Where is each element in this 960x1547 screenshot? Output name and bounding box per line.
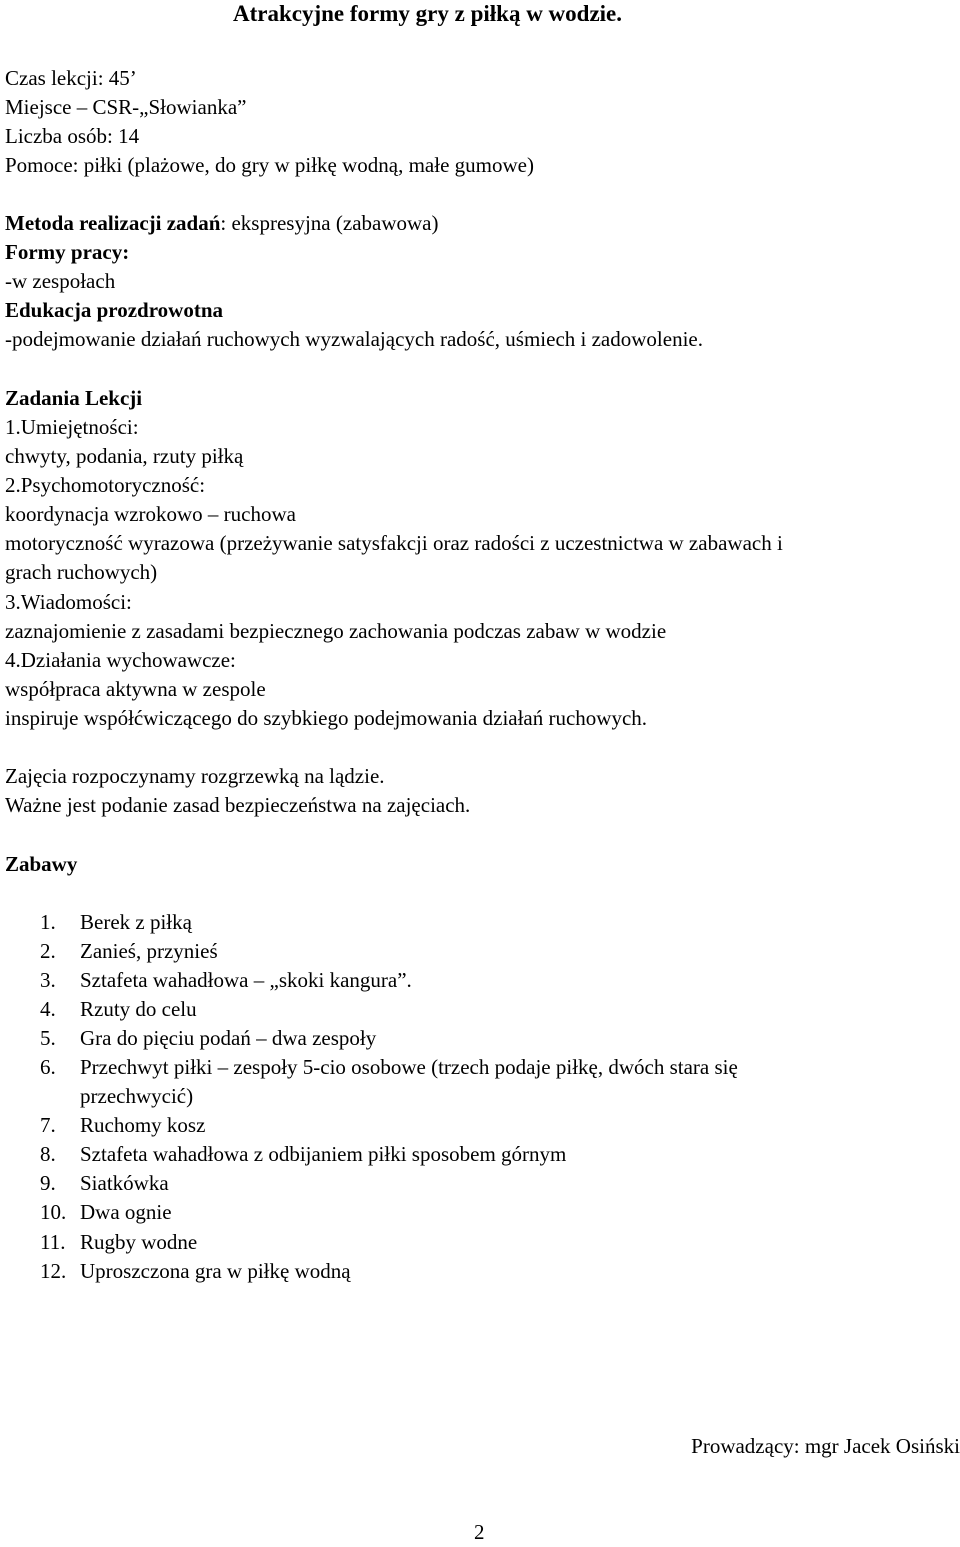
list-text: Dwa ognie bbox=[80, 1200, 172, 1224]
list-item bbox=[40, 1257, 351, 1286]
list-number: 1. bbox=[40, 910, 56, 934]
games-heading: Zabawy bbox=[5, 852, 78, 876]
list-text: Sztafeta wahadłowa – „skoki kangura”. bbox=[80, 968, 412, 992]
lesson-place: Miejsce – CSR-„Słowianka” bbox=[5, 95, 247, 119]
list-number: 2. bbox=[40, 939, 56, 963]
lesson-aids: Pomoce: piłki (plażowe, do gry w piłkę wodną, małe gumowe) bbox=[5, 153, 534, 177]
list-number: 7. bbox=[40, 1113, 56, 1137]
list-text: Siatkówka bbox=[80, 1171, 169, 1195]
psycho-label: 2.Psychomotoryczność: bbox=[5, 473, 206, 497]
list-text-line-2: przechwycić) bbox=[80, 1084, 194, 1108]
edu-line-2: inspiruje współćwiczącego do szybkiego podejmowania działań ruchowych. bbox=[5, 706, 648, 730]
list-item bbox=[40, 1140, 566, 1169]
list-number: 3. bbox=[40, 968, 56, 992]
list-number: 12. bbox=[40, 1259, 67, 1283]
method-line bbox=[5, 209, 438, 238]
edu-line-1: współpraca aktywna w zespole bbox=[5, 677, 266, 701]
list-item bbox=[40, 1024, 376, 1053]
list-item bbox=[40, 1053, 738, 1111]
intro-line-1: Zajęcia rozpoczynamy rozgrzewką na lądzie. bbox=[5, 764, 385, 788]
list-number: 5. bbox=[40, 1026, 56, 1050]
psycho-line-3: grach ruchowych) bbox=[5, 560, 158, 584]
list-text: Rzuty do celu bbox=[80, 997, 197, 1021]
list-item bbox=[40, 966, 412, 995]
health-value: -podejmowanie działań ruchowych wyzwalających radość, uśmiech i zadowolenie. bbox=[5, 327, 703, 351]
list-item bbox=[40, 908, 192, 937]
list-item bbox=[40, 1169, 169, 1198]
list-number: 4. bbox=[40, 997, 56, 1021]
list-item bbox=[40, 995, 197, 1024]
skills-value: chwyty, podania, rzuty piłką bbox=[5, 444, 244, 468]
lesson-time: Czas lekcji: 45’ bbox=[5, 66, 137, 90]
list-text-line-1: Przechwyt piłki – zespoły 5-cio osobowe (trzech podaje piłkę, dwóch stara się bbox=[80, 1055, 738, 1079]
psycho-line-2: motoryczność wyrazowa (przeżywanie satysfakcji oraz radości z uczestnictwa w zabawach i bbox=[5, 531, 783, 555]
list-item bbox=[40, 1198, 172, 1227]
intro-line-2: Ważne jest podanie zasad bezpieczeństwa na zajęciach. bbox=[5, 793, 471, 817]
page-number: 2 bbox=[474, 1520, 485, 1544]
list-text bbox=[80, 1053, 738, 1111]
list-text: Uproszczona gra w piłkę wodną bbox=[80, 1259, 351, 1283]
list-text: Rugby wodne bbox=[80, 1230, 198, 1254]
list-text: Zanieś, przynieś bbox=[80, 939, 218, 963]
forms-value: -w zespołach bbox=[5, 269, 116, 293]
list-number: 11. bbox=[40, 1230, 66, 1254]
list-item bbox=[40, 937, 218, 966]
forms-label: Formy pracy: bbox=[5, 240, 130, 264]
list-item bbox=[40, 1228, 197, 1257]
lesson-people-count: Liczba osób: 14 bbox=[5, 124, 140, 148]
list-number: 9. bbox=[40, 1171, 56, 1195]
health-label: Edukacja prozdrowotna bbox=[5, 298, 224, 322]
method-value: : ekspresyjna (zabawowa) bbox=[220, 211, 439, 235]
list-number: 8. bbox=[40, 1142, 56, 1166]
list-number: 10. bbox=[40, 1200, 67, 1224]
list-text: Sztafeta wahadłowa z odbijaniem piłki sposobem górnym bbox=[80, 1142, 567, 1166]
knowledge-label: 3.Wiadomości: bbox=[5, 590, 132, 614]
psycho-line-1: koordynacja wzrokowo – ruchowa bbox=[5, 502, 296, 526]
signature: Prowadzący: mgr Jacek Osiński bbox=[691, 1434, 960, 1458]
list-text: Ruchomy kosz bbox=[80, 1113, 206, 1137]
knowledge-value: zaznajomienie z zasadami bezpiecznego zachowania podczas zabaw w wodzie bbox=[5, 619, 667, 643]
edu-label: 4.Działania wychowawcze: bbox=[5, 648, 236, 672]
list-item bbox=[40, 1111, 205, 1140]
method-label: Metoda realizacji zadań bbox=[5, 211, 221, 235]
document-title: Atrakcyjne formy gry z piłką w wodzie. bbox=[233, 1, 623, 26]
tasks-heading: Zadania Lekcji bbox=[5, 386, 143, 410]
skills-label: 1.Umiejętności: bbox=[5, 415, 139, 439]
list-number: 6. bbox=[40, 1055, 56, 1079]
list-text: Berek z piłką bbox=[80, 910, 192, 934]
list-text: Gra do pięciu podań – dwa zespoły bbox=[80, 1026, 377, 1050]
